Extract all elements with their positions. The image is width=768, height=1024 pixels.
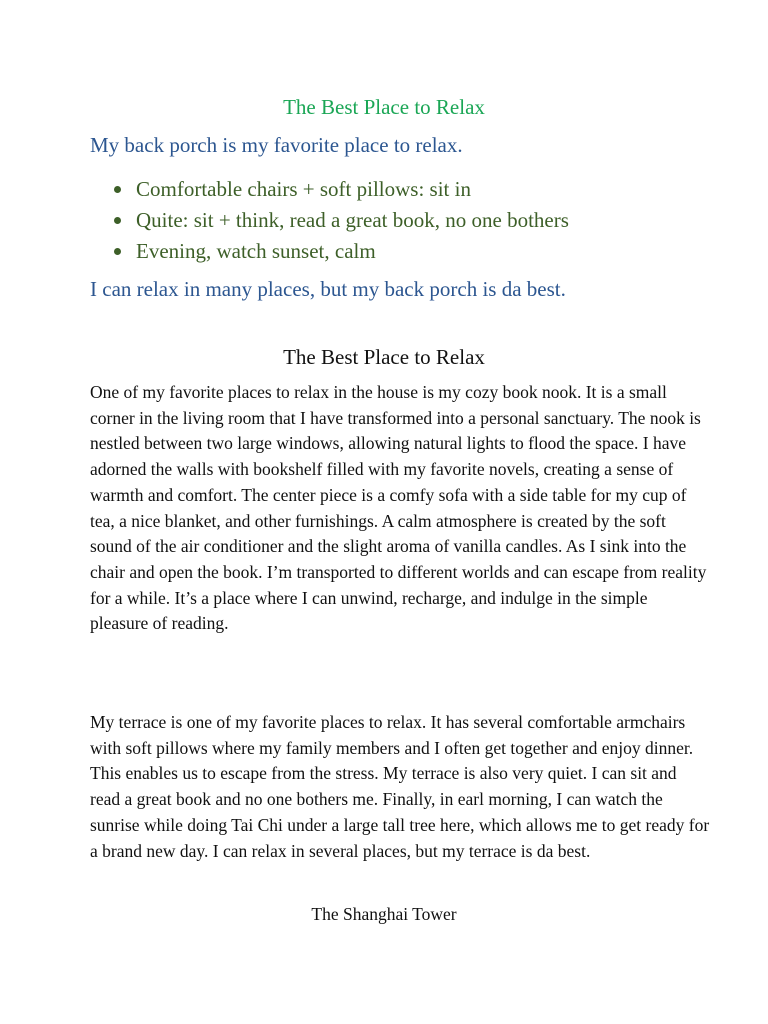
outline-title: The Best Place to Relax — [283, 95, 485, 119]
essay-title: The Best Place to Relax — [283, 345, 485, 369]
essay-caption: The Shanghai Tower — [311, 904, 457, 924]
outline-bullet-list — [90, 174, 730, 267]
bullet-dot-icon — [114, 217, 121, 224]
essay-paragraph-2: My terrace is one of my favorite places to relax. It has several comfortable armchairs with soft pillows where my family members and I often get together and enjoy dinner. This enables us to escape from the stress. My terrace is also very quiet. I can sit and read a great book and no one bothers me. Finally, in earl morning, I can watch the sunrise while doing Tai Chi under a large tall tree here, which allows me to get ready for a brand new day. I can relax in several places, but my terrace is da best. — [90, 712, 710, 861]
outline-bullet-item — [90, 174, 730, 205]
outline-closing: I can relax in many places, but my back porch is da best. — [90, 277, 566, 301]
outline-bullet-text: Comfortable chairs + soft pillows: sit in — [136, 177, 471, 201]
outline-bullet-text: Evening, watch sunset, calm — [136, 239, 376, 263]
outline-intro: My back porch is my favorite place to relax. — [90, 133, 463, 157]
essay-paragraph-1: One of my favorite places to relax in the house is my cozy book nook. It is a small corner in the living room that I have transformed into a personal sanctuary. The nook is nestled between two large windows, allowing natural lights to flood the space. I have adorned the walls with bookshelf filled with my favorite novels, creating a sense of warmth and comfort. The center piece is a comfy sofa with a side table for my cup of tea, a nice blanket, and other furnishings. A calm atmosphere is created by the soft sound of the air conditioner and the slight aroma of vanilla candles. As I sink into the chair and open the book. I’m transported to different worlds and can escape from reality for a while. It’s a place where I can unwind, recharge, and indulge in the simple pleasure of reading. — [90, 382, 707, 634]
outline-bullet-item — [90, 236, 730, 267]
outline-bullet-item — [90, 205, 730, 236]
bullet-dot-icon — [114, 186, 121, 193]
bullet-dot-icon — [114, 248, 121, 255]
outline-bullet-text: Quite: sit + think, read a great book, no one bothers — [136, 208, 569, 232]
